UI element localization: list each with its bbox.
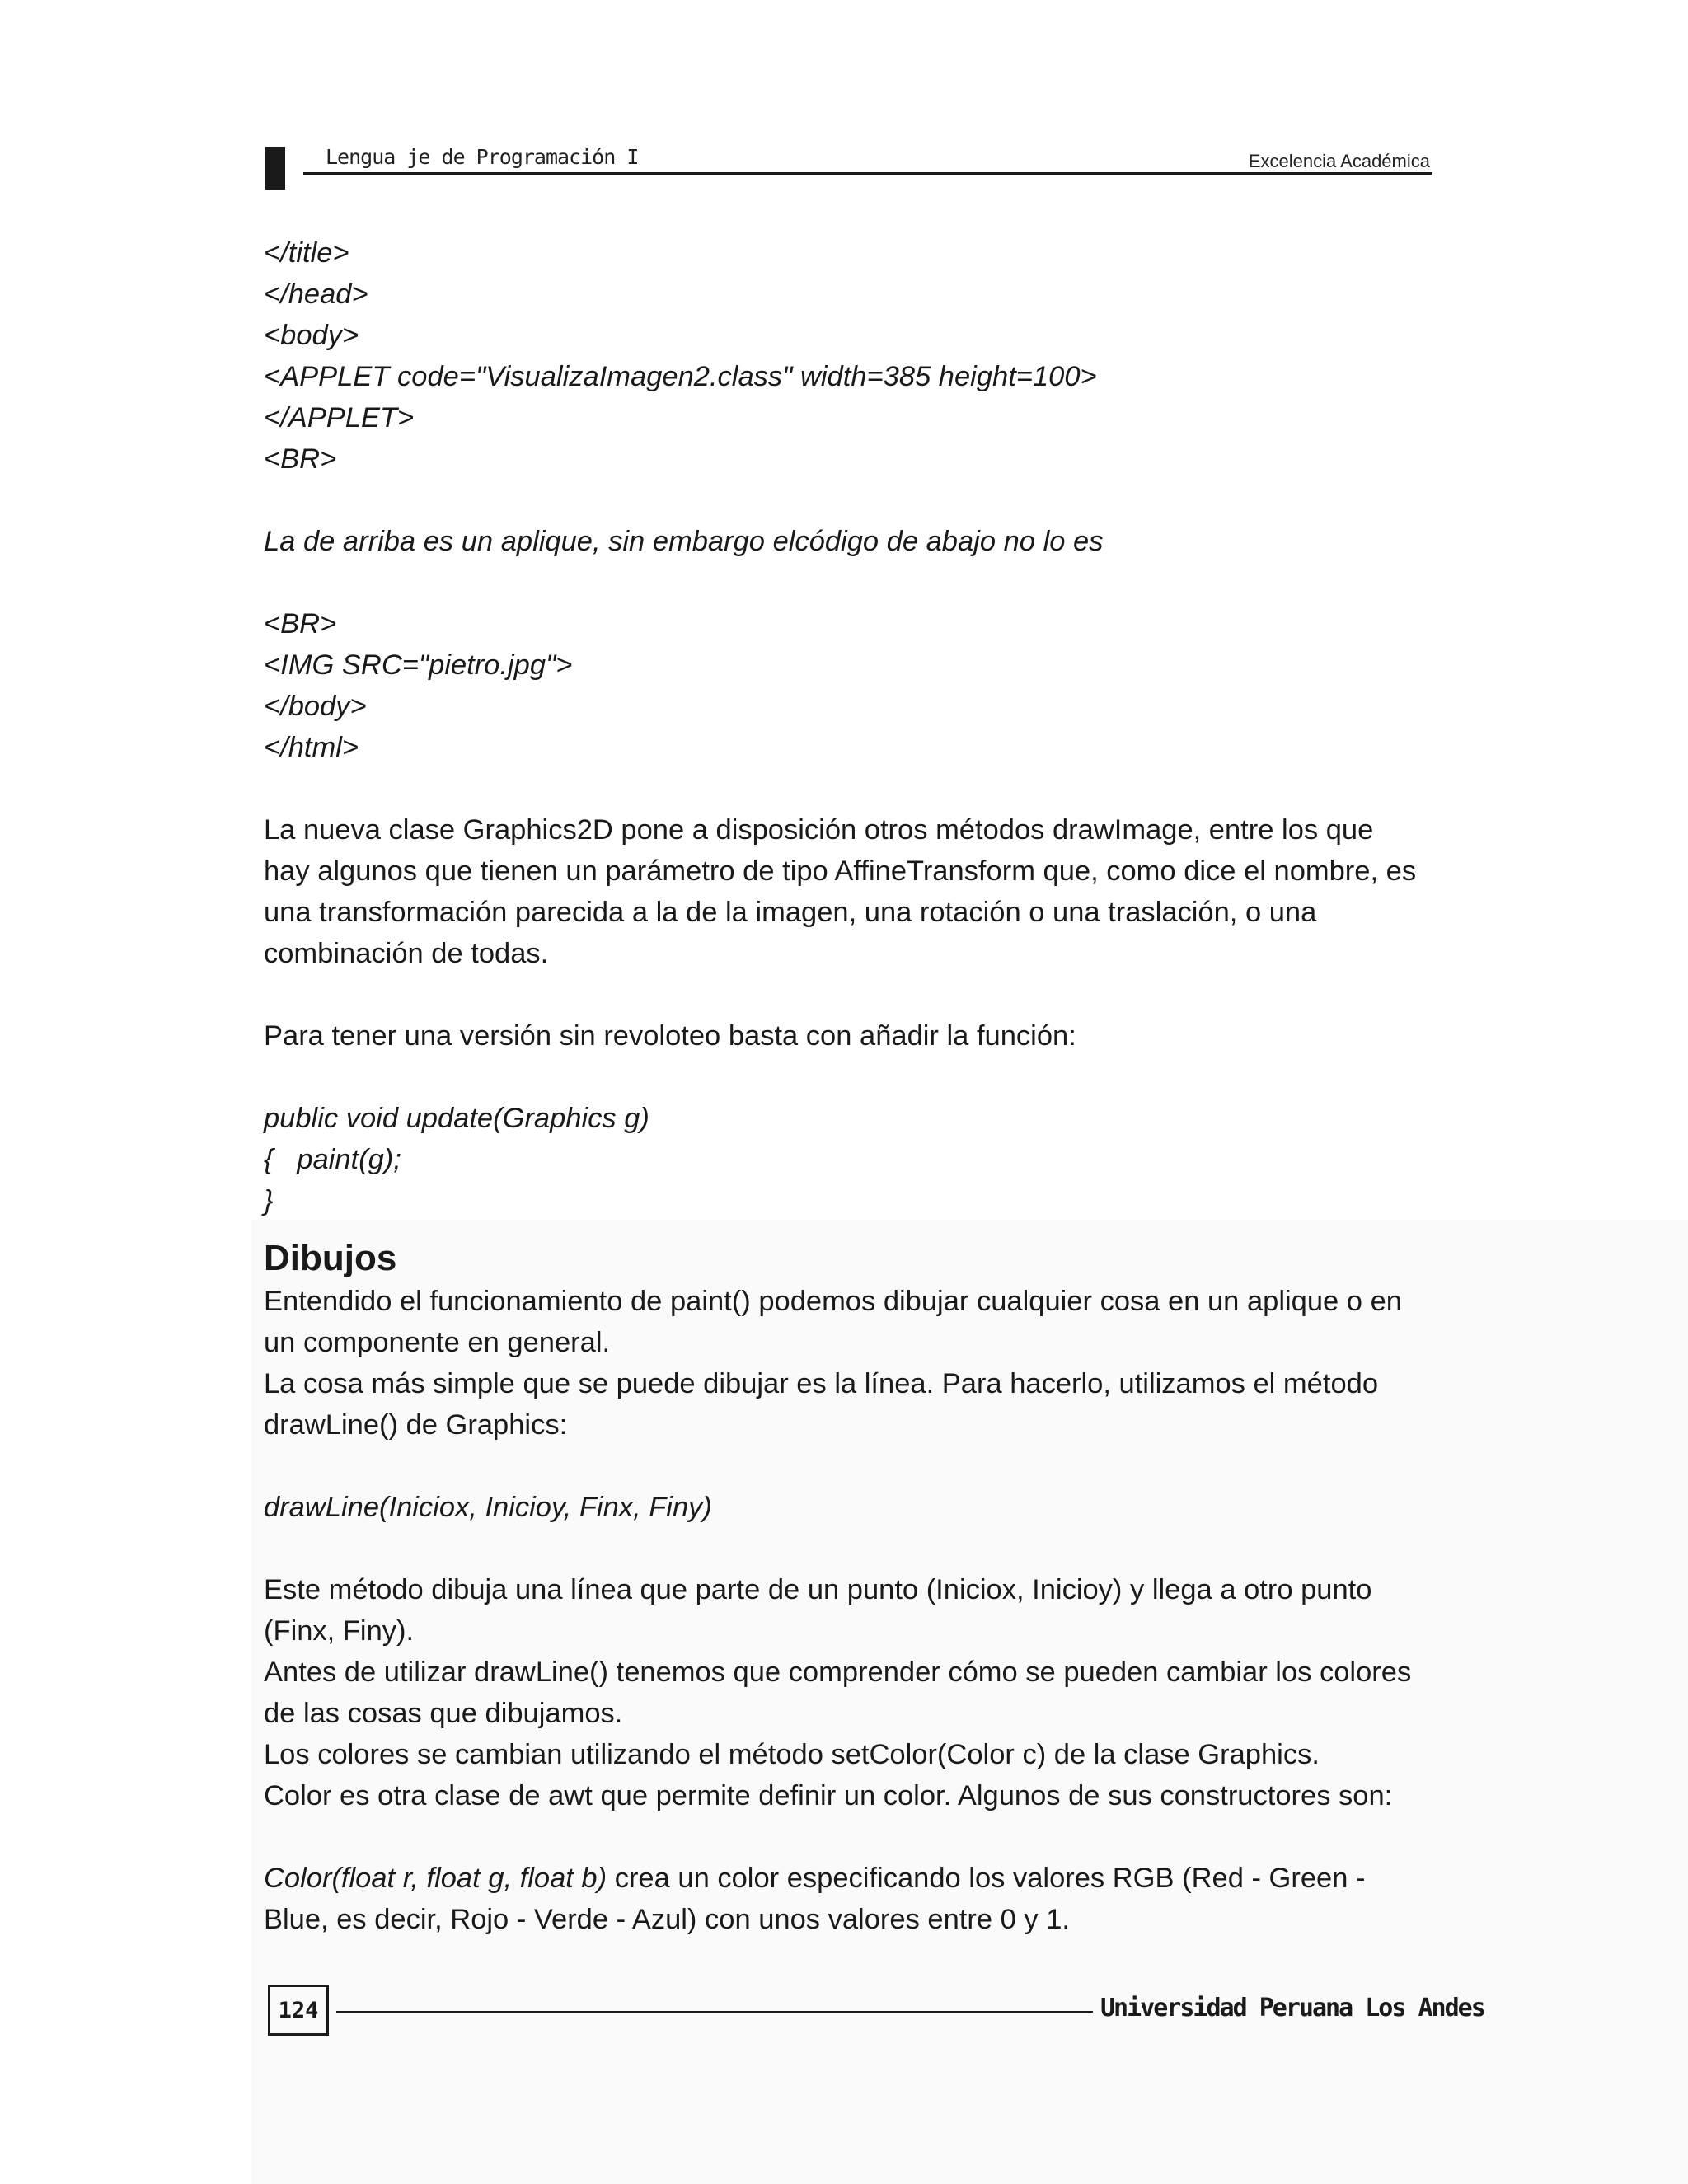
paragraph-update: Para tener una versión sin revoloteo basta con añadir la función:	[264, 1020, 1076, 1052]
text-inline: crea un color especificando los valores RGB (Red - Green -	[607, 1863, 1366, 1894]
code-line: }	[264, 1185, 274, 1216]
text-line	[264, 1858, 1434, 1899]
code-line: </head>	[264, 279, 368, 310]
text-line: Antes de utilizar drawLine() tenemos que comprender cómo se pueden cambiar los colores	[264, 1657, 1412, 1688]
code-line: </title>	[264, 237, 349, 269]
code-note: La de arriba es un aplique, sin embargo elcódigo de abajo no lo es	[264, 526, 1104, 557]
text-line: drawLine() de Graphics:	[264, 1409, 568, 1441]
footer-rule	[336, 2011, 1093, 2013]
code-inline: Color(float r, float g, float b)	[264, 1863, 607, 1894]
code-block-update	[264, 1098, 1434, 1221]
text-line: Los colores se cambian utilizando el método setColor(Color c) de la clase Graphics.	[264, 1739, 1320, 1770]
code-line: { paint(g);	[264, 1144, 401, 1175]
text-line: hay algunos que tienen un parámetro de tipo AffineTransform que, como dice el nombre, es	[264, 855, 1417, 887]
section-heading: Dibujos	[264, 1238, 397, 1278]
paragraph-dibujos	[264, 1281, 1434, 1446]
text-line: Entendido el funcionamiento de paint() podemos dibujar cualquier cosa en un aplique o en	[264, 1286, 1402, 1317]
text-line: Color es otra clase de awt que permite definir un color. Algunos de sus constructores son:	[264, 1780, 1393, 1811]
code-line: </APPLET>	[264, 402, 415, 434]
code-line: </body>	[264, 691, 367, 722]
paragraph-graphics2d	[264, 809, 1434, 974]
paragraph-drawline	[264, 1569, 1434, 1816]
text-line: La nueva clase Graphics2D pone a disposición otros métodos drawImage, entre los que	[264, 814, 1374, 846]
code-line: public void update(Graphics g)	[264, 1103, 649, 1134]
text-line: combinación de todas.	[264, 938, 549, 969]
text-line: Blue, es decir, Rojo - Verde - Azul) con unos valores entre 0 y 1.	[264, 1904, 1071, 1935]
code-line: </html>	[264, 732, 359, 763]
footer-university: Universidad Peruana Los Andes	[1100, 1994, 1484, 2022]
page-content	[264, 232, 1434, 1940]
code-line: <APPLET code="VisualizaImagen2.class" width=385 height=100>	[264, 361, 1097, 392]
code-block-img	[264, 603, 1434, 768]
code-line: <BR>	[264, 608, 337, 640]
header-marker	[265, 147, 285, 190]
header-motto: Excelencia Académica	[1248, 151, 1430, 171]
text-line: (Finx, Finy).	[264, 1615, 415, 1647]
text-line: La cosa más simple que se puede dibujar es la línea. Para hacerlo, utilizamos el método	[264, 1368, 1379, 1399]
text-line: un componente en general.	[264, 1327, 611, 1358]
code-drawline: drawLine(Iniciox, Inicioy, Finx, Finy)	[264, 1492, 712, 1523]
code-line: <body>	[264, 320, 359, 351]
text-line: de las cosas que dibujamos.	[264, 1698, 623, 1729]
header-course-title: Lengua je de Programación I	[326, 145, 639, 169]
code-line: <BR>	[264, 443, 337, 475]
header-rule	[303, 172, 1432, 175]
code-line: <IMG SRC="pietro.jpg">	[264, 649, 573, 681]
text-line: una transformación parecida a la de la imagen, una rotación o una traslación, o una	[264, 897, 1317, 928]
text-line: Este método dibuja una línea que parte de un punto (Iniciox, Inicioy) y llega a otro punto	[264, 1574, 1372, 1605]
page-number: 124	[268, 1985, 329, 2036]
paragraph-color	[264, 1858, 1434, 1940]
code-block-html-end	[264, 232, 1434, 480]
